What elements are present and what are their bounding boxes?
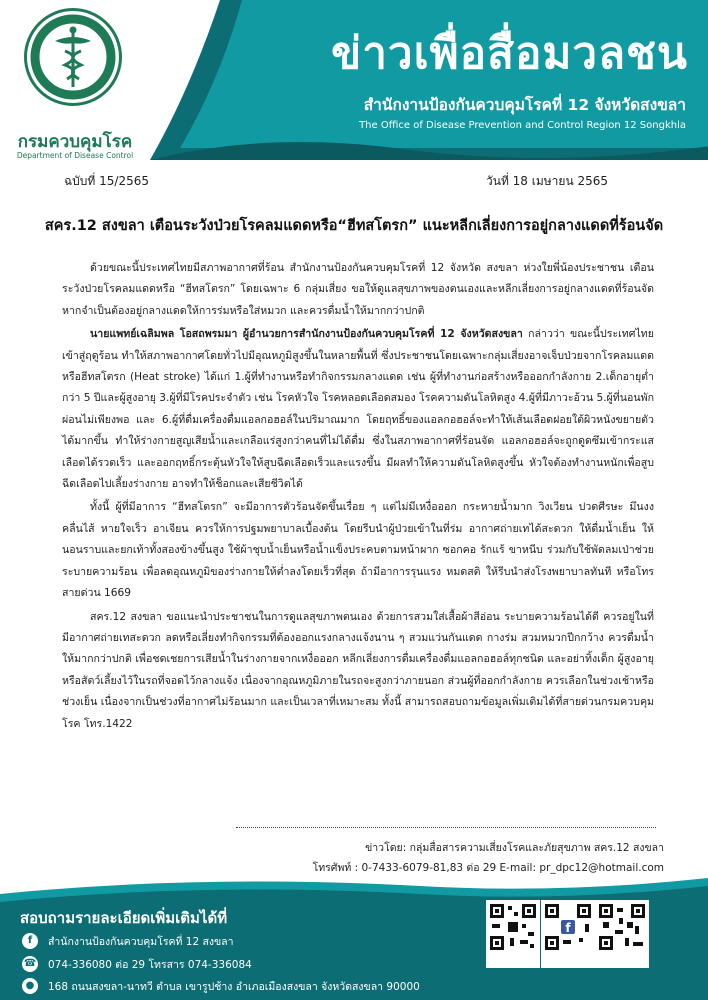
paragraph-symptoms: ทั้งนี้ ผู้ที่มีอาการ “ฮีทสโตรก” จะมีอาการตัวร้อนจัดขึ้นเรื่อย ๆ แต่ไม่มีเหงื่อออก กระหายน้ำมาก วิงเวียน ปวดศีรษะ มึนงง คลื่นไส้ หายใจเร็ว อาเจียน ควรให้การปฐมพยาบาลเบื้องต้น โดยรีบนำผู้ป่วยเข้าในที่ร่ม อากาศถ่ายเทได้สะดวก ให้ดื่มน้ำเย็น ให้นอนราบและยกเท้าทั้งสองข้างขึ้นสูง ใช้ผ้าชุบน้ำเย็นหรือน้ำแข็งประคบตามหน้าผาก ซอกคอ รักแร้ ขาหนีบ ร่วมกับใช้พัดลมเป่าช่วยระบายความร้อน เพื่อลดอุณหภูมิของร่างกายให้ต่ำลงโดยเร็วที่สุด ถ้ามีอาการรุนแรง หมดสติ ให้รีบนำส่งโรงพยาบาลทันที หรือโทรสายด่วน 1669 — [62, 501, 654, 600]
svg-text:f: f — [565, 921, 571, 935]
footer-title: สอบถามรายละเอียดเพิ่มเติมได้ที่ — [20, 909, 228, 927]
paragraph-intro: ด้วยขณะนี้ประเทศไทยมีสภาพอากาศที่ร้อน สำนักงานป้องกันควบคุมโรคที่ 12 จังหวัด สงขลา ห่วงใยพี่น้องประชาชน เตือนระวังป่วยโรคลมแดดหรือ “ฮีทสโตรก” โดยเฉพาะ 6 กลุ่มเสี่ยง ขอให้ดูแลสุขภาพของตนเองและหลีกเลี่ยงการอยู่กลางแดดที่ร้อนจัด หากจำเป็นต้องอยู่กลางแดดให้การร่มหรือใส่หมวก และควรดื่มน้ำให้มากกว่าปกติ — [62, 262, 654, 317]
location-pin-icon: ● — [22, 978, 38, 994]
phone-icon: ☎ — [22, 956, 38, 972]
press-header — [0, 0, 708, 160]
contact-footer — [0, 872, 708, 1000]
org-name-en: Department of Disease Control — [16, 151, 134, 160]
qr-code-3 — [595, 900, 649, 968]
office-name-en: The Office of Disease Prevention and Control Region 12 Songkhla — [359, 120, 686, 131]
paragraph-director-text: กล่าวว่า ขณะนี้ประเทศไทยเข้าสู่ฤดูร้อน ทำให้สภาพอากาศโดยทั่วไปมีอุณหภูมิสูงขึ้นในหลายพื้นที่ ซึ่งประชาชนโดยเฉพาะกลุ่มเสี่ยงอาจเจ็บป่วยจากโรคลมแดด หรือฮีทสโตรก (Heat stroke) ได้แก่ 1.ผู้ที่ทำงานหรือทำกิจกรรมกลางแดด เช่น ผู้ที่ทำงานก่อสร้างหรือออกกำลังกาย 2.เด็กอายุต่ำกว่า 5 ปีและผู้สูงอายุ 3.ผู้ที่มีโรคประจำตัว เช่น โรคหัวใจ โรคหลอดเลือดสมอง โรคความดันโลหิตสูง 4.ผู้ที่มีภาวะอ้วน 5.ผู้ที่นอนพักผ่อนไม่เพียงพอ และ 6.ผู้ที่ดื่มเครื่องดื่มแอลกอฮอล์ในปริมาณมาก โดยฤทธิ์ของแอลกอฮอล์จะทำให้เส้นเลือดฝอยใต้ผิวหนังขยายตัวได้มากขึ้น ทำให้ร่างกายสูญเสียน้ำและเกลือแร่สูงกว่าคนที่ไม่ได้ดื่ม ซึ่งในสภาพอากาศที่ร้อนจัด แอลกอฮอล์จะถูกดูดซึมเข้ากระแสเลือดได้รวดเร็ว และออกฤทธิ์กระตุ้นหัวใจให้สูบฉีดเลือดเร็วและแรงขึ้น มีผลทำให้ความดันโลหิตสูงขึ้น หัวใจต้องทำงานหนักเพื่อสูบฉีดเลือดไปเลี้ยงร่างกาย อาจทำให้ช็อกและเสียชีวิตได้ — [62, 328, 654, 491]
press-title: ข่าวเพื่อสื่อมวลชน — [331, 28, 688, 79]
paragraph-advice: สคร.12 สงขลา ขอแนะนำประชาชนในการดูแลสุขภาพตนเอง ด้วยการสวมใส่เสื้อผ้าสีอ่อน ระบายความร้อนได้ดี ควรอยู่ในที่มีอากาศถ่ายเทสะดวก ลดหรือเลี่ยงทำกิจกรรมที่ต้องออกแรงกลางแจ้งนาน ๆ สวมแว่นกันแดด กางร่ม สวมหมวกปีกกว้าง ควรดื่มน้ำให้มากกว่าปกติ เพื่อชดเชยการเสียน้ำในร่างกายจากเหงื่อออก หลีกเลี่ยงการดื่มเครื่องดื่มแอลกอฮอล์ทุกชนิด และอย่าทิ้งเด็ก ผู้สูงอายุ หรือสัตว์เลี้ยงไว้ในรถที่จอดไว้กลางแจ้ง เนื่องจากอุณหภูมิภายในรถจะสูงกว่าภายนอก ส่วนผู้ที่ออกกำลังกาย ควรเลือกในช่วงเช้าหรือช่วงเย็น เนื่องจากเป็นช่วงที่อากาศไม่ร้อนมาก และเป็นเวลาที่เหมาะสม ทั้งนี้ สามารถสอบถามข้อมูลเพิ่มเติมได้ที่สายด่วนกรมควบคุมโรค โทร.1422 — [62, 610, 655, 730]
footer-address — [22, 976, 420, 996]
ministry-logo — [10, 8, 140, 158]
qr-code-1 — [486, 900, 540, 968]
caduceus-icon — [27, 11, 119, 103]
address-text: 168 ถนนสงขลา-นาทวี ตำบล เขารูปช้าง อำเภอเมืองสงขลา จังหวัดสงขลา 90000 — [48, 980, 420, 993]
credit-author: ข่าวโดย: กลุ่มสื่อสารความเสี่ยงโรคและภัยสุขภาพ สคร.12 สงขลา — [365, 842, 664, 854]
footer-phone — [22, 954, 252, 974]
director-name: นายแพทย์เฉลิมพล โอสถพรมมา ผู้อำนวยการสำนักงานป้องกันควบคุมโรคที่ 12 จังหวัดสงขลา — [90, 328, 523, 341]
issue-number: ฉบับที่ 15/2565 — [64, 174, 149, 188]
credit-contact: โทรศัพท์ : 0-7433-6079-81,83 ต่อ 29 E-mail: pr_dpc12@hotmail.com — [312, 862, 664, 874]
qr-code-facebook — [541, 900, 595, 968]
ministry-seal — [24, 8, 122, 106]
issue-date: วันที่ 18 เมษายน 2565 — [486, 174, 608, 188]
headline: สคร.12 สงขลา เตือนระวังป่วยโรคลมแดดหรือ“ฮีทสโตรก” แนะหลีกเลี่ยงการอยู่กลางแดดที่ร้อนจัด — [44, 218, 664, 234]
paragraph-director — [62, 324, 654, 495]
footer-facebook — [22, 931, 234, 951]
divider — [236, 827, 656, 828]
facebook-icon: f — [22, 933, 38, 949]
phone-number: 074-336080 ต่อ 29 โทรสาร 074-336084 — [48, 958, 252, 971]
facebook-page-name: สำนักงานป้องกันควบคุมโรคที่ 12 สงขลา — [48, 935, 234, 948]
article-body — [62, 258, 654, 737]
office-name-th: สำนักงานป้องกันควบคุมโรคที่ 12 จังหวัดสงขลา — [363, 96, 686, 114]
org-name-th: กรมควบคุมโรค — [17, 132, 133, 152]
